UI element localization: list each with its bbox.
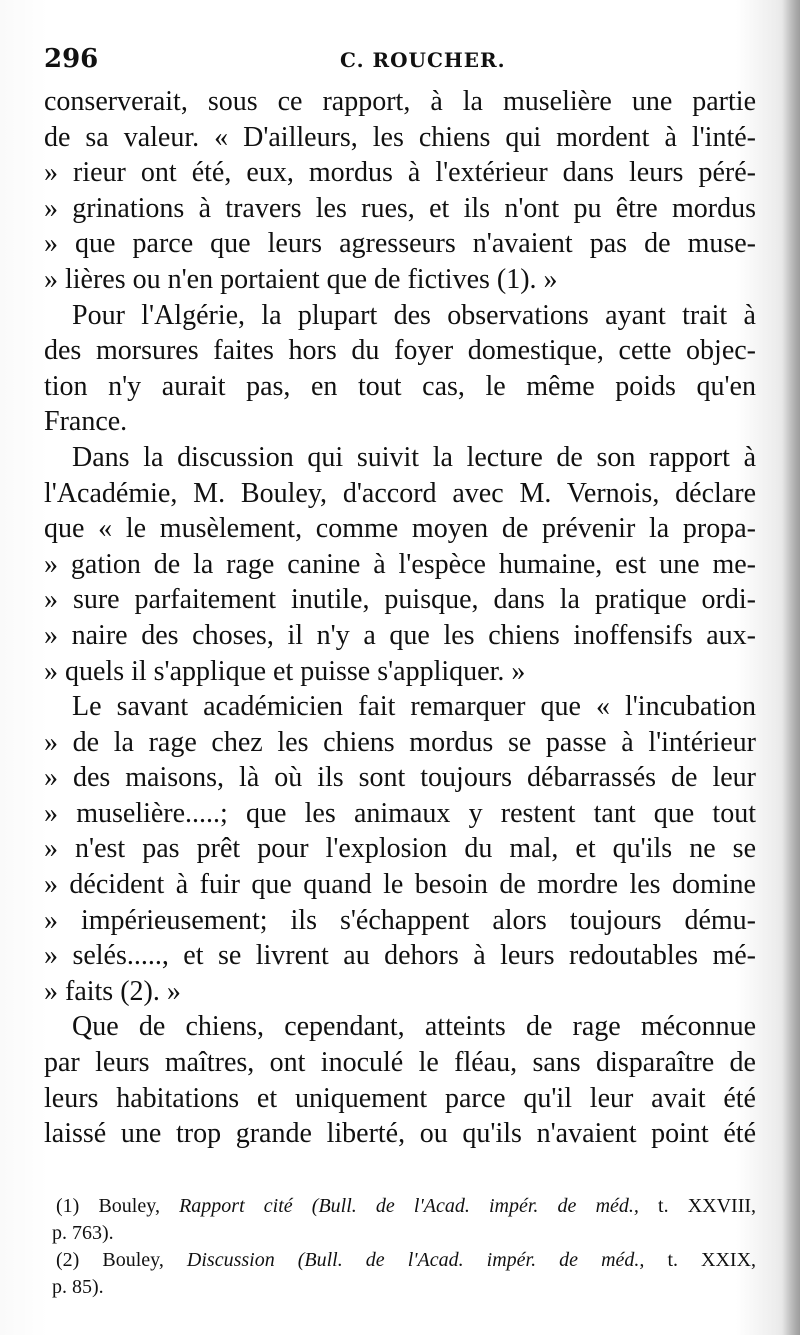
text-line: » rieur ont été, eux, mordus à l'extérieur dans leurs péré- <box>44 157 756 189</box>
footnote-author: Bouley, <box>102 1249 164 1271</box>
text-line: » quels il s'applique et puisse s'appliquer. » <box>44 655 526 687</box>
footnote-title: Discussion <box>186 1249 275 1271</box>
body-text <box>44 84 756 1152</box>
text-line: » de la rage chez les chiens mordus se passe à l'intérieur <box>44 726 756 758</box>
text-line: Que de chiens, cependant, atteints de rage méconnue <box>72 1011 756 1043</box>
text-line: » impérieusement; ils s'échappent alors toujours dému- <box>44 904 756 936</box>
text-line: Pour l'Algérie, la plupart des observations ayant trait à <box>72 299 756 331</box>
text-line: Le savant académicien fait remarquer que « l'incubation <box>72 691 756 723</box>
footnotes <box>52 1193 757 1301</box>
text-line: » lières ou n'en portaient que de fictives (1). » <box>44 263 558 295</box>
footnote-2-pages: p. 85). <box>52 1276 104 1298</box>
footnote-author: Bouley, <box>98 1195 160 1217</box>
footnote-2 <box>56 1247 756 1274</box>
text-line: » décident à fuir que quand le besoin de mordre les domine <box>44 869 756 901</box>
page-number: 296 <box>44 44 99 74</box>
footnote-source: (Bull. de l'Acad. impér. de méd., <box>297 1249 645 1271</box>
text-line: que « le musèlement, comme moyen de prévenir la propa- <box>44 513 756 545</box>
text-line: conserverait, sous ce rapport, à la muselière une partie <box>44 86 756 117</box>
text-line: » des maisons, là où ils sont toujours débarrassés de leur <box>44 762 756 794</box>
text-line: tion n'y aurait pas, en tout cas, le même poids qu'en <box>44 370 756 402</box>
text-line: Dans la discussion qui suivit la lecture de son rapport à <box>72 441 756 473</box>
text-line: l'Académie, M. Bouley, d'accord avec M. Vernois, déclare <box>44 477 756 509</box>
text-line: » sure parfaitement inutile, puisque, dans la pratique ordi- <box>44 584 756 616</box>
page-gutter-shadow <box>782 0 800 1335</box>
text-line: » que parce que leurs agresseurs n'avaient pas de muse- <box>44 228 756 260</box>
running-head: C. ROUCHER. <box>340 48 506 72</box>
footnote-title: Rapport cité <box>179 1195 293 1217</box>
text-line: » muselière.....; que les animaux y restent tant que tout <box>44 797 756 829</box>
text-line: » selés....., et se livrent au dehors à leurs redoutables mé- <box>44 940 756 972</box>
text-line: » naire des choses, il n'y a que les chiens inoffensifs aux- <box>44 619 756 651</box>
text-line: » grinations à travers les rues, et ils n'ont pu être mordus <box>44 192 756 224</box>
footnote-marker: (1) <box>56 1195 80 1217</box>
text-line: par leurs maîtres, ont inoculé le fléau, sans disparaître de <box>44 1047 756 1079</box>
footnote-1 <box>56 1193 756 1220</box>
text-line: de sa valeur. « D'ailleurs, les chiens qui mordent à l'inté- <box>44 121 756 153</box>
text-line: » faits (2). » <box>44 975 181 1007</box>
text-line: leurs habitations et uniquement parce qu'il leur avait été <box>44 1082 756 1114</box>
footnote-1-pages: p. 763). <box>52 1222 114 1244</box>
text-line: » n'est pas prêt pour l'explosion du mal, et qu'ils ne se <box>44 833 756 865</box>
text-line: laissé une trop grande liberté, ou qu'ils n'avaient point été <box>44 1118 756 1150</box>
text-line: des morsures faites hors du foyer domestique, cette objec- <box>44 335 756 367</box>
footnote-volume: t. XXIX, <box>667 1249 757 1271</box>
text-line: » gation de la rage canine à l'espèce humaine, est une me- <box>44 548 756 580</box>
text-line: France. <box>44 406 128 438</box>
footnote-source: (Bull. de l'Acad. impér. de méd., <box>311 1195 639 1217</box>
footnote-marker: (2) <box>56 1249 80 1271</box>
footnote-volume: t. XXVIII, <box>658 1195 757 1217</box>
page-header <box>44 44 756 78</box>
